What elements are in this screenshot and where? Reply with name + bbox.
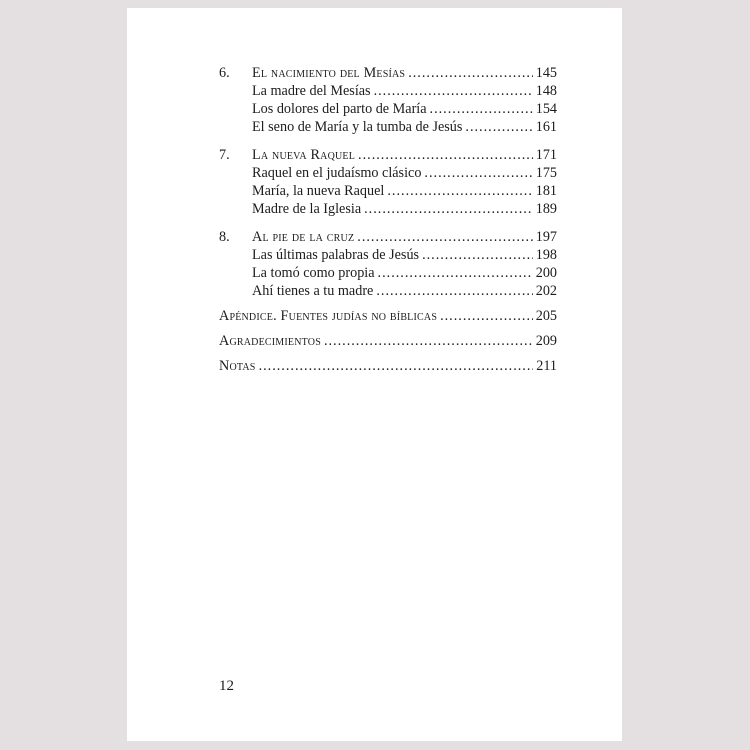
section-title: Madre de la Iglesia [252, 201, 362, 217]
section-title: Las últimas palabras de Jesús [252, 247, 420, 263]
chapter-number: 7. [219, 147, 230, 163]
dot-leader [357, 228, 532, 246]
dot-leader [440, 307, 533, 325]
spacer [219, 218, 557, 228]
section-title: Raquel en el judaísmo clásico [252, 165, 422, 181]
page-number: 161 [535, 119, 557, 135]
spacer [219, 325, 557, 332]
page-number: 205 [535, 308, 557, 324]
spacer [219, 350, 557, 357]
page-number: 154 [535, 101, 557, 117]
toc-section [219, 282, 557, 300]
section-title: Ahí tienes a tu madre [252, 283, 374, 299]
section-title: La tomó como propia [252, 265, 375, 281]
section-title: Los dolores del parto de María [252, 101, 427, 117]
page-number: 200 [535, 265, 557, 281]
toc-section [219, 100, 557, 118]
toc-acknowledgements [219, 332, 557, 350]
dot-leader [408, 64, 533, 82]
toc-chapter-8 [219, 228, 557, 246]
section-title: La madre del Mesías [252, 83, 371, 99]
dot-leader [424, 164, 532, 182]
dot-leader [374, 82, 533, 100]
dot-leader [259, 357, 533, 375]
table-of-contents [219, 64, 557, 375]
toc-section [219, 118, 557, 136]
page-number: 197 [535, 229, 557, 245]
spacer [219, 300, 557, 307]
back-matter-title: Notas [219, 358, 256, 374]
page-number: 145 [535, 65, 557, 81]
dot-leader [376, 282, 532, 300]
back-matter-title: Agradecimientos [219, 333, 321, 349]
chapter-number: 8. [219, 229, 230, 245]
dot-leader [324, 332, 533, 350]
dot-leader [378, 264, 533, 282]
toc-section [219, 164, 557, 182]
toc-section [219, 264, 557, 282]
chapter-number: 6. [219, 65, 230, 81]
page-number: 189 [535, 201, 557, 217]
dot-leader [387, 182, 532, 200]
section-title: María, la nueva Raquel [252, 183, 385, 199]
page-number: 198 [535, 247, 557, 263]
toc-section [219, 182, 557, 200]
chapter-title: El nacimiento del Mesías [252, 65, 406, 81]
toc-chapter-6 [219, 64, 557, 82]
dot-leader [422, 246, 533, 264]
toc-section [219, 200, 557, 218]
page-number: 175 [535, 165, 557, 181]
section-title: El seno de María y la tumba de Jesús [252, 119, 463, 135]
dot-leader [358, 146, 533, 164]
toc-chapter-7 [219, 146, 557, 164]
chapter-title: Al pie de la cruz [252, 229, 355, 245]
page-number: 202 [535, 283, 557, 299]
book-page [127, 8, 622, 741]
toc-section [219, 82, 557, 100]
dot-leader [364, 200, 533, 218]
page-number: 148 [535, 83, 557, 99]
page-number: 171 [535, 147, 557, 163]
toc-section [219, 246, 557, 264]
page-folio: 12 [219, 678, 234, 694]
toc-notes [219, 357, 557, 375]
page-number: 209 [535, 333, 557, 349]
toc-appendix [219, 307, 557, 325]
dot-leader [465, 118, 532, 136]
spacer [219, 136, 557, 146]
page-number: 181 [535, 183, 557, 199]
page-number: 211 [536, 358, 557, 374]
back-matter-title: Apéndice. Fuentes judías no bíblicas [219, 308, 438, 324]
dot-leader [430, 100, 533, 118]
chapter-title: La nueva Raquel [252, 147, 356, 163]
